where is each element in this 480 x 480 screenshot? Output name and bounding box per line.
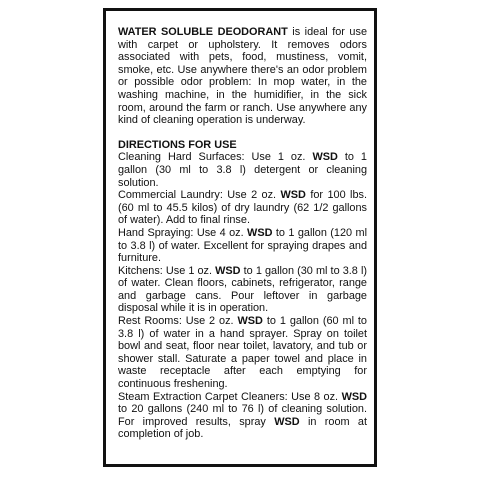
direction-hand-spraying bbox=[118, 227, 367, 265]
spacer bbox=[118, 127, 367, 139]
direction-text: to 1 gallon (60 ml to 3.8 l) of water in a hand sprayer. Spray on toilet bowl and seat, floor near toilet, lavatory, and tub or shower stall. Saturate a paper towel and place in waste receptacle after each emptying for continuous freshening. bbox=[118, 315, 367, 391]
wsd-abbr: WSD bbox=[237, 315, 263, 328]
direction-text: Hand Spraying: Use 4 oz. bbox=[118, 226, 248, 239]
direction-text: Kitchens: Use 1 oz. bbox=[118, 264, 216, 277]
wsd-abbr: WSD bbox=[341, 390, 367, 403]
wsd-abbr: WSD bbox=[247, 226, 273, 239]
direction-commercial-laundry bbox=[118, 189, 367, 227]
directions-heading: DIRECTIONS FOR USE bbox=[118, 138, 237, 151]
direction-text: Rest Rooms: Use 2 oz. bbox=[118, 315, 238, 328]
wsd-abbr: WSD bbox=[215, 264, 241, 277]
direction-steam-extraction bbox=[118, 391, 367, 441]
direction-rest-rooms bbox=[118, 315, 367, 391]
intro-text: is ideal for use with carpet or upholstery. It removes odors associated with pets, food, mustiness, vomit, smoke, etc. Use anywhere there's an odor problem or possible odor problem: In mop water, in the washing machine, in the humidifier, in the sick room, around the farm or ranch. Use anywhere any kind of cleaning operation is underway. bbox=[118, 26, 367, 127]
product-label bbox=[103, 8, 377, 467]
direction-kitchens bbox=[118, 265, 367, 315]
direction-text: Steam Extraction Carpet Cleaners: Use 8 oz. bbox=[118, 390, 342, 403]
direction-text: to 1 gallon (30 ml to 3.8 l) of water. Clean floors, cabinets, refrigerator, range and garbage cans. Pour leftover in garbage disposal while it is in operation. bbox=[118, 264, 367, 315]
wsd-abbr: WSD bbox=[312, 151, 338, 164]
direction-text: Commercial Laundry: Use 2 oz. bbox=[118, 189, 281, 202]
direction-text: to 1 gallon (30 ml to 3.8 l) detergent or cleaning solution. bbox=[118, 151, 367, 189]
wsd-abbr: WSD bbox=[274, 415, 300, 428]
direction-text: for 100 lbs. (60 ml to 45.5 kilos) of dry laundry (62 1/2 gallons of water). Add to final rinse. bbox=[118, 189, 367, 227]
direction-text: Cleaning Hard Surfaces: Use 1 oz. bbox=[118, 151, 313, 164]
intro-paragraph bbox=[118, 26, 367, 127]
direction-hard-surfaces bbox=[118, 151, 367, 189]
product-name: WATER SOLUBLE DEODORANT bbox=[118, 26, 288, 38]
wsd-abbr: WSD bbox=[280, 189, 306, 202]
direction-text: to 1 gallon (120 ml to 3.8 l) of water. Excellent for spraying drapes and furniture. bbox=[118, 226, 368, 265]
direction-text: in room at completion of job. bbox=[118, 415, 367, 441]
direction-text: to 20 gallons (240 ml to 76 l) of cleaning solution. For improved results, spray bbox=[118, 403, 367, 428]
